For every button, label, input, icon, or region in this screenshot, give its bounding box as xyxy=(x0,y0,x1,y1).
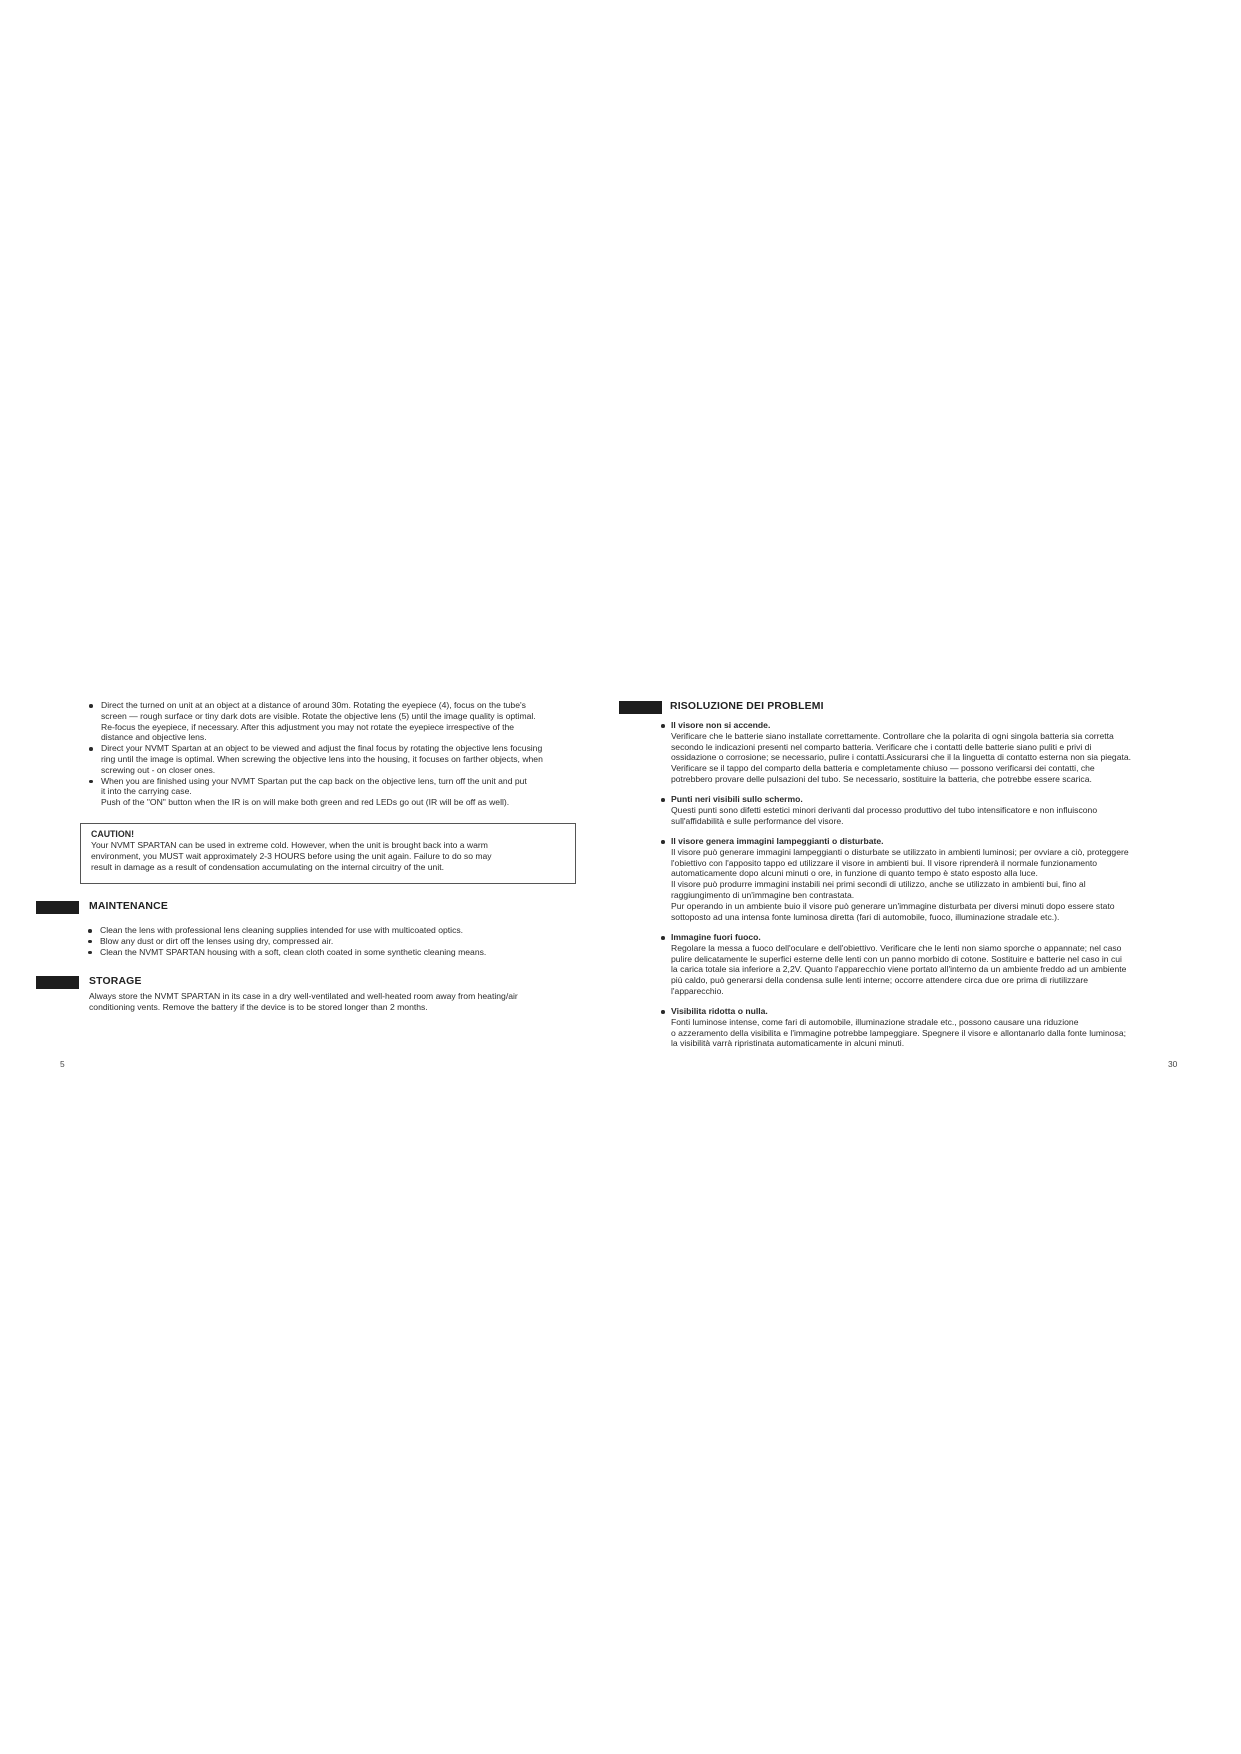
text-line: Fonti luminose intense, come fari di automobile, illuminazione stradale etc., possono causare una riduzione xyxy=(671,1016,1079,1027)
text-line: Verificare che le batterie siano installate correttamente. Controllare che la polarita di ogni singola batteria sia corretta xyxy=(671,730,1114,741)
maintenance-heading: MAINTENANCE xyxy=(89,901,168,912)
bullet-dot xyxy=(661,1010,665,1014)
text-line: ossidazione o corrosione; se necessario, pulire i contatti.Assicurarsi che il la linguetta di contatto esterna non sia piegata. xyxy=(671,752,1132,763)
bullet-dot xyxy=(661,724,665,728)
text-line: screwing out - on closer ones. xyxy=(101,764,216,775)
text-line: più caldo, può generarsi della condensa sulle lenti interne; occorre attendere circa due ore prima di riutilizzare xyxy=(671,975,1089,986)
item-title: Visibilita ridotta o nulla. xyxy=(671,1006,768,1016)
text-line: it into the carrying case. xyxy=(101,786,192,797)
text-line: Il visore può generare immagini lampeggianti o disturbate se utilizzato in ambienti luminosi; per ovviare a ciò, proteggere xyxy=(671,846,1129,857)
text-line: environment, you MUST wait approximately 2-3 HOURS before using the unit again. Failure to do so may xyxy=(91,850,492,861)
text-line: sull'affidabilità e sulle performance del visore. xyxy=(671,815,844,826)
caution-title: CAUTION! xyxy=(91,829,135,839)
bullet-dot xyxy=(661,798,665,802)
text-line: raggiungimento di un'immagine ben contrastata. xyxy=(671,889,855,900)
page-number: 5 xyxy=(60,1059,65,1069)
text-line: Always store the NVMT SPARTAN in its case in a dry well-ventilated and well-heated room away from heating/air xyxy=(89,991,518,1001)
bullet-dot xyxy=(661,936,665,940)
text-line: Re-focus the eyepiece, if necessary. After this adjustment you may not rotate the eyepiece irrespective of the xyxy=(101,721,515,732)
text-line: screen — rough surface or tiny dark dots are visible. Rotate the objective lens (5) until the image quality is optimal. xyxy=(101,710,536,721)
text-line: Blow any dust or dirt off the lenses using dry, compressed air. xyxy=(100,935,334,946)
text-line: When you are finished using your NVMT Spartan put the cap back on the objective lens, turn off the unit and put xyxy=(101,775,527,786)
text-line: Your NVMT SPARTAN can be used in extreme cold. However, when the unit is brought back into a warm xyxy=(91,840,488,850)
troubleshooting-heading: RISOLUZIONE DEI PROBLEMI xyxy=(670,701,824,712)
page-number: 30 xyxy=(1168,1059,1178,1069)
text-line: Direct your NVMT Spartan at an object to be viewed and adjust the final focus by rotating the objective lens focusing xyxy=(101,743,543,754)
text-line: Direct the turned on unit at an object at a distance of around 30m. Rotating the eyepiece (4), focus on the tube's xyxy=(101,700,526,710)
text-line: distance and objective lens. xyxy=(101,732,207,743)
list-item xyxy=(671,1006,1191,1049)
text-line: Pur operando in un ambiente buio il visore può generare un'immagine disturbata per diversi minuti dopo essere stato xyxy=(671,900,1115,911)
text-line: la visibilità varrà ripristinata automaticamente in alcuni minuti. xyxy=(671,1038,905,1049)
text-line: secondo le indicazioni presenti nel comparto batteria. Verificare che i contatti delle batterie siano puliti e privi di xyxy=(671,741,1092,752)
text-line: conditioning vents. Remove the battery if the device is to be stored longer than 2 months. xyxy=(89,1001,428,1012)
item-title: Il visore genera immagini lampeggianti o disturbate. xyxy=(671,836,884,846)
text-line: pulire delicatamente le superfici esterne delle lenti con un panno morbido di cotone. Sostituire e batterie nel caso in cui xyxy=(671,953,1122,964)
item-title: Immagine fuori fuoco. xyxy=(671,932,761,942)
text-line: automaticamente dopo alcuni minuti o ore, in funzione di quanto tempo è stato esposto alla luce. xyxy=(671,868,1038,879)
list-item xyxy=(671,836,1191,922)
text-line: la carica totale sia inferiore a 2,2V. Quanto l'apparecchio viene portato all'interno da un ambiente freddo ad un ambiente xyxy=(671,964,1127,975)
text-line: ring until the image is optimal. When screwing the objective lens into the housing, it focuses on farther objects, when xyxy=(101,753,543,764)
list-item xyxy=(671,932,1191,997)
text-line: result in damage as a result of condensation accumulating on the internal circuitry of the unit. xyxy=(91,861,445,872)
text-line: Verificare se il tappo del comparto della batteria e completamente chiuso — possono verificarsi dei contatti, che xyxy=(671,763,1095,774)
text-line: Clean the NVMT SPARTAN housing with a soft, clean cloth coated in some synthetic cleaning means. xyxy=(100,946,487,957)
text-line: l'obiettivo con l'apposito tappo ed utilizzare il visore in ambienti bui. Il visore riprenderà il normale funzionamento xyxy=(671,857,1098,868)
section-marker-bar xyxy=(619,701,662,714)
text-line: Regolare la messa a fuoco dell'oculare e dell'obiettivo. Verificare che le lenti non siamo sporche o appannate; nel caso xyxy=(671,942,1122,953)
storage-heading: STORAGE xyxy=(89,976,142,987)
text-line: potrebbero provare delle pulsazioni del tubo. Se necessario, sostituire la batteria, che potrebbe essere scarica. xyxy=(671,773,1092,784)
item-title: Punti neri visibili sullo schermo. xyxy=(671,794,803,804)
text-line: Clean the lens with professional lens cleaning supplies intended for use with multicoated optics. xyxy=(100,925,464,935)
text-line: l'apparecchio. xyxy=(671,985,724,996)
item-title: Il visore non si accende. xyxy=(671,720,771,730)
text-line: Questi punti sono difetti estetici minori derivanti dal processo produttivo del tubo intensificatore e non influiscono xyxy=(671,804,1098,815)
list-item xyxy=(671,794,1191,826)
text-line: sottoposto ad una intensa fonte luminosa diretta (fari di automobile, fuoco, illuminazione stradale etc.). xyxy=(671,911,1060,922)
text-line: o azzeramento della visibilita e l'immagine potrebbe lampeggiare. Spegnere il visore e allontanarlo dalla fonte luminosa; xyxy=(671,1027,1126,1038)
list-item xyxy=(671,720,1191,785)
bullet-dot xyxy=(661,840,665,844)
text-line: Il visore può produrre immagini instabili nei primi secondi di utilizzo, anche se utilizzato in ambienti bui, fino al xyxy=(671,879,1086,890)
text-line: Push of the "ON" button when the IR is on will make both green and red LEDs go out (IR will be off as well). xyxy=(101,797,510,808)
